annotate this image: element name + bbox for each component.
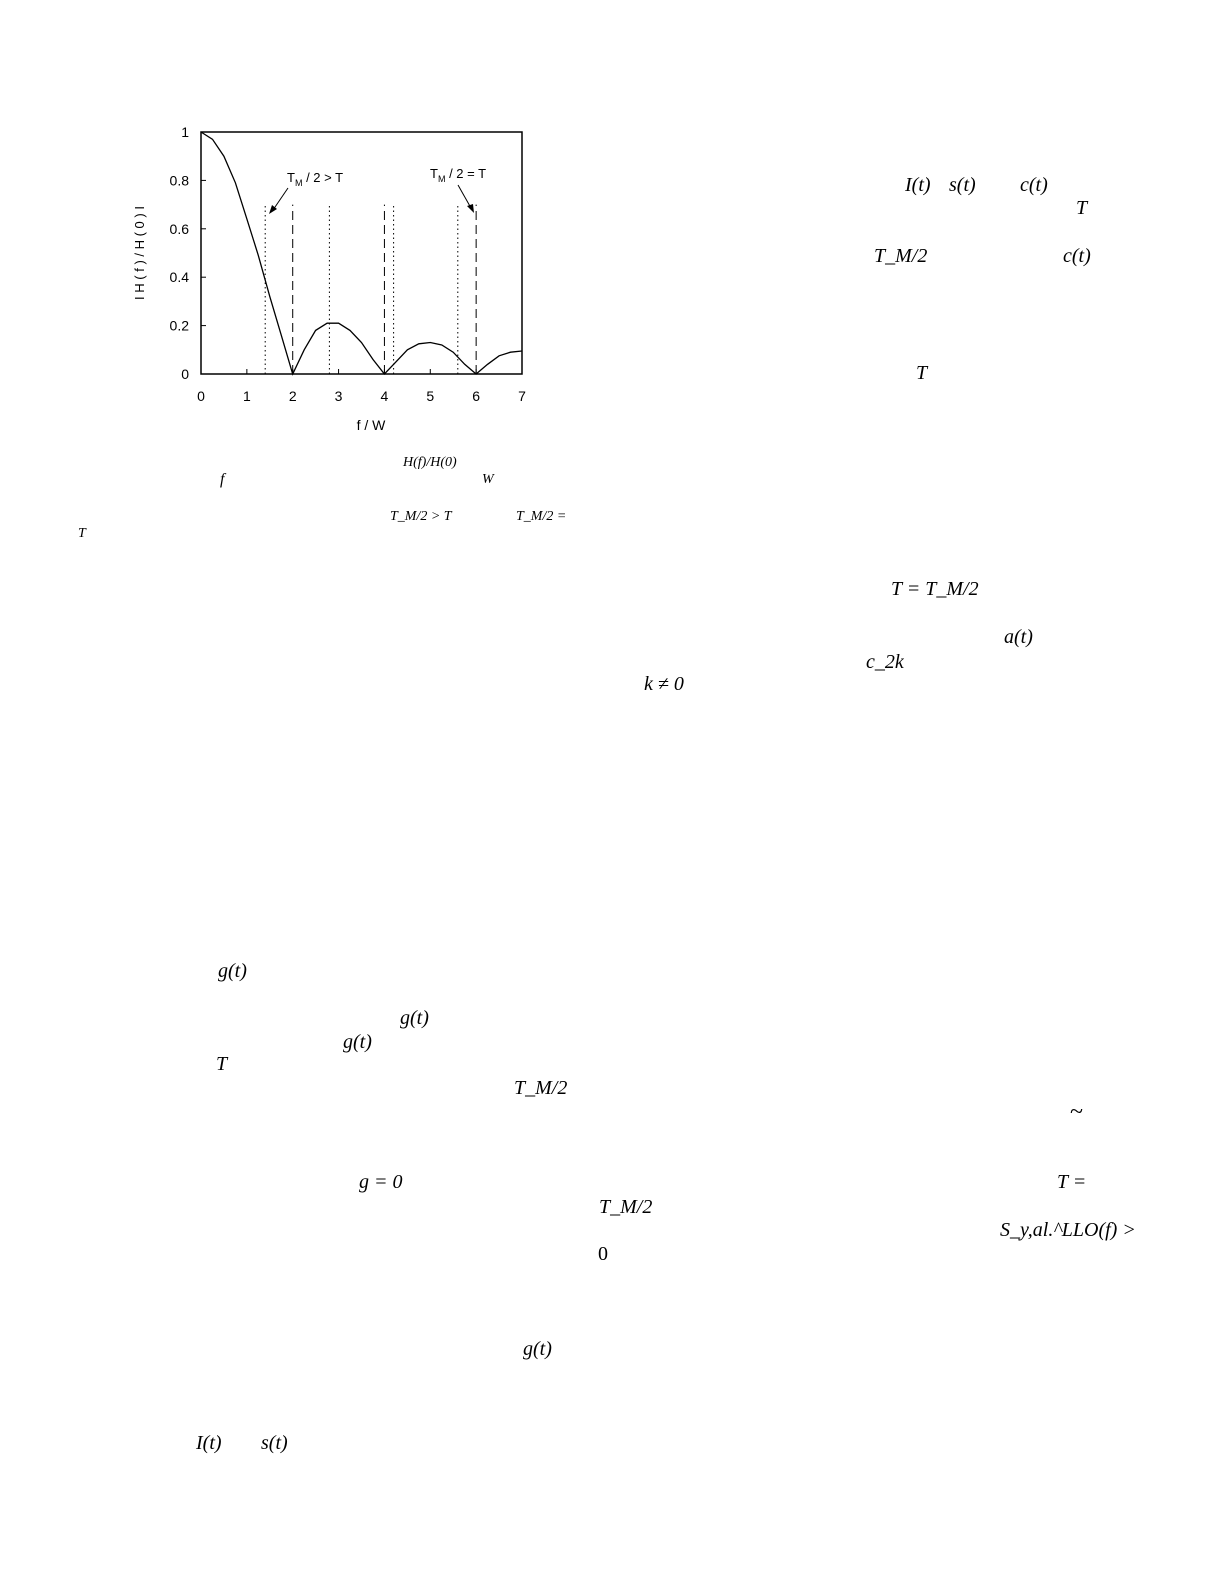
math-g-t: g(t) bbox=[400, 1007, 429, 1029]
math-c-2k: c_2k bbox=[866, 651, 904, 673]
math-s-t: s(t) bbox=[949, 174, 976, 196]
annotation-arrow-line bbox=[458, 185, 471, 208]
annotation-arrowhead bbox=[467, 204, 474, 213]
math-c-t: c(t) bbox=[1063, 245, 1091, 267]
math-c-t: c(t) bbox=[1020, 174, 1048, 196]
annotation-main: T bbox=[287, 170, 295, 185]
math-tm-half: T_M/2 bbox=[514, 1077, 568, 1099]
y-axis-label: I H ( f ) / H ( 0 ) I bbox=[132, 206, 147, 300]
math-t: T bbox=[216, 1053, 228, 1075]
math-g-t: g(t) bbox=[218, 960, 247, 982]
annotation-subscript: M bbox=[437, 174, 446, 184]
x-tick-label: 7 bbox=[518, 388, 526, 404]
math-a-t: a(t) bbox=[1004, 626, 1033, 648]
caption-h-ratio: H(f)/H(0) bbox=[403, 455, 457, 470]
annotation-subscript: M bbox=[294, 178, 303, 188]
x-tick-label: 3 bbox=[334, 388, 343, 404]
y-tick-label: 0 bbox=[181, 366, 189, 382]
math-tm-half: T_M/2 bbox=[874, 245, 928, 267]
math-tilde: ~ bbox=[1070, 1099, 1083, 1125]
frequency-response-chart bbox=[128, 118, 538, 440]
caption-w: W bbox=[482, 472, 494, 487]
caption-f: f bbox=[220, 471, 225, 488]
svg-text:TM / 2 = T bbox=[430, 166, 486, 184]
math-zero: 0 bbox=[598, 1243, 608, 1265]
y-tick-label: 1 bbox=[181, 124, 189, 140]
y-tick-label: 0.2 bbox=[169, 317, 189, 334]
math-g-t: g(t) bbox=[343, 1031, 372, 1053]
math-g-t: g(t) bbox=[523, 1338, 552, 1360]
x-axis-label: f / W bbox=[356, 417, 386, 433]
math-t-equals: T = bbox=[1057, 1171, 1087, 1193]
caption-t: T bbox=[78, 526, 86, 541]
math-tm-half: T_M/2 bbox=[599, 1196, 653, 1218]
caption-tm-gt: T_M/2 > T bbox=[390, 509, 452, 524]
math-t: T bbox=[1076, 197, 1088, 219]
math-t: T bbox=[916, 362, 928, 384]
annotation-rest: / 2 > T bbox=[302, 170, 344, 185]
annotation-main: T bbox=[430, 166, 438, 181]
x-tick-label: 2 bbox=[288, 388, 297, 404]
math-i-t: I(t) bbox=[196, 1432, 222, 1454]
y-tick-label: 0.8 bbox=[169, 172, 189, 189]
x-tick-label: 0 bbox=[197, 388, 205, 404]
math-t-equals-tm-half: T = T_M/2 bbox=[891, 578, 979, 600]
math-g-equals-0: g = 0 bbox=[359, 1171, 403, 1193]
math-s-t: s(t) bbox=[261, 1432, 288, 1454]
y-tick-label: 0.4 bbox=[169, 269, 189, 286]
svg-text:TM / 2 > T bbox=[287, 170, 343, 188]
math-spectral-density: S_y,al.^LLO(f) > bbox=[1000, 1219, 1136, 1241]
math-k-neq-0: k ≠ 0 bbox=[644, 673, 684, 695]
x-tick-label: 1 bbox=[242, 388, 251, 404]
annotation-rest: / 2 = T bbox=[445, 166, 487, 181]
annotation-arrow-line bbox=[273, 188, 288, 210]
caption-tm-eq: T_M/2 = bbox=[516, 509, 567, 524]
x-tick-label: 6 bbox=[472, 388, 481, 404]
math-i-t: I(t) bbox=[905, 174, 931, 196]
annotation-tm-eq-t bbox=[430, 166, 486, 213]
annotation-tm-gt-t bbox=[269, 170, 343, 214]
y-tick-label: 0.6 bbox=[169, 220, 189, 237]
x-tick-label: 4 bbox=[380, 388, 389, 404]
x-tick-label: 5 bbox=[426, 388, 435, 404]
